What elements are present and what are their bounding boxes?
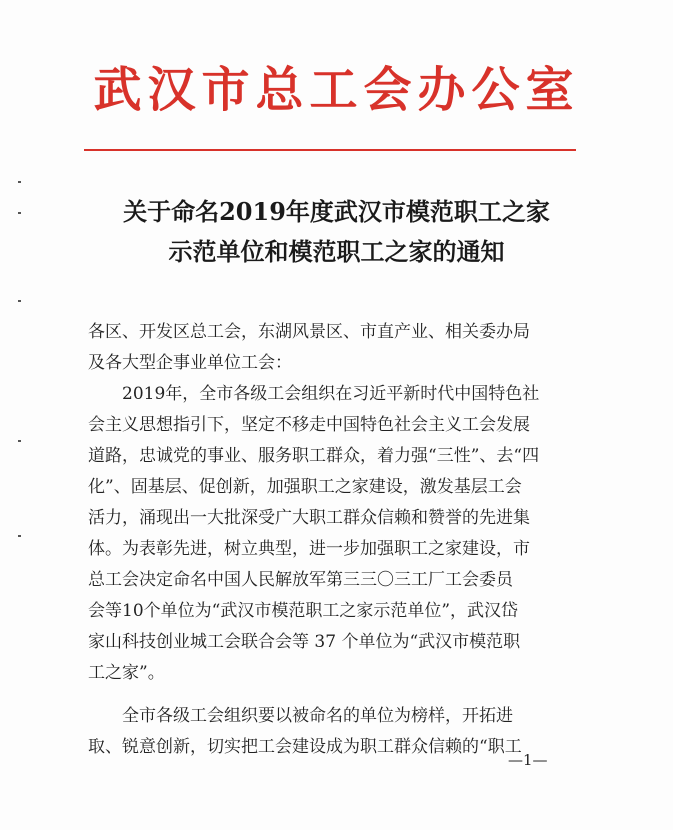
paragraph-1-line: 会等10个单位为“武汉市模范职工之家示范单位”，武汉岱 <box>88 601 519 621</box>
paragraph-1-line: 会主义思想指引下，坚定不移走中国特色社会主义工会发展 <box>88 415 530 435</box>
letterhead-red-rule <box>84 149 576 151</box>
scan-margin-mark <box>18 300 21 302</box>
paragraph-1-line: 体。为表彰先进，树立典型，进一步加强职工之家建设，市 <box>88 539 530 559</box>
scan-margin-mark <box>18 181 21 183</box>
issuer-letterhead: 武汉市总工会办公室 <box>93 62 580 118</box>
scan-margin-mark <box>18 535 21 537</box>
document-body <box>88 317 584 763</box>
document-title-line-2: 示范单位和模范职工之家的通知 <box>168 237 505 266</box>
scan-margin-mark <box>18 212 21 214</box>
paragraph-1-line: 总工会决定命名中国人民解放军第三三〇三工厂工会委员 <box>88 570 513 590</box>
paragraph-1-line: 2019年，全市各级工会组织在习近平新时代中国特色社 <box>88 384 540 404</box>
page-number: —1— <box>508 751 548 769</box>
addressee-line-1: 各区、开发区总工会，东湖风景区、市直产业、相关委办局 <box>88 322 530 342</box>
paragraph-1-line: 工之家”。 <box>88 663 165 683</box>
paragraph-1 <box>88 379 584 689</box>
paragraph-1-line: 化”、固基层、促创新，加强职工之家建设，激发基层工会 <box>88 477 522 497</box>
paragraph-spacer <box>88 689 584 701</box>
paragraph-2-line: 全市各级工会组织要以被命名的单位为榜样，开拓进 <box>88 706 513 726</box>
document-title-line-1: 关于命名2019年度武汉市模范职工之家 <box>123 197 550 226</box>
document-title <box>0 192 673 272</box>
scan-margin-mark <box>18 440 21 442</box>
paragraph-1-line: 道路，忠诚党的事业、服务职工群众，着力强“三性”、去“四 <box>88 446 540 466</box>
addressee-line-2: 及各大型企事业单位工会： <box>88 353 292 373</box>
paragraph-1-line: 活力，涌现出一大批深受广大职工群众信赖和赞誉的先进集 <box>88 508 530 528</box>
paragraph-2-line: 取、锐意创新，切实把工会建设成为职工群众信赖的“职工 <box>88 737 522 757</box>
paragraph-1-line: 家山科技创业城工会联合会等 37 个单位为“武汉市模范职 <box>88 632 521 652</box>
